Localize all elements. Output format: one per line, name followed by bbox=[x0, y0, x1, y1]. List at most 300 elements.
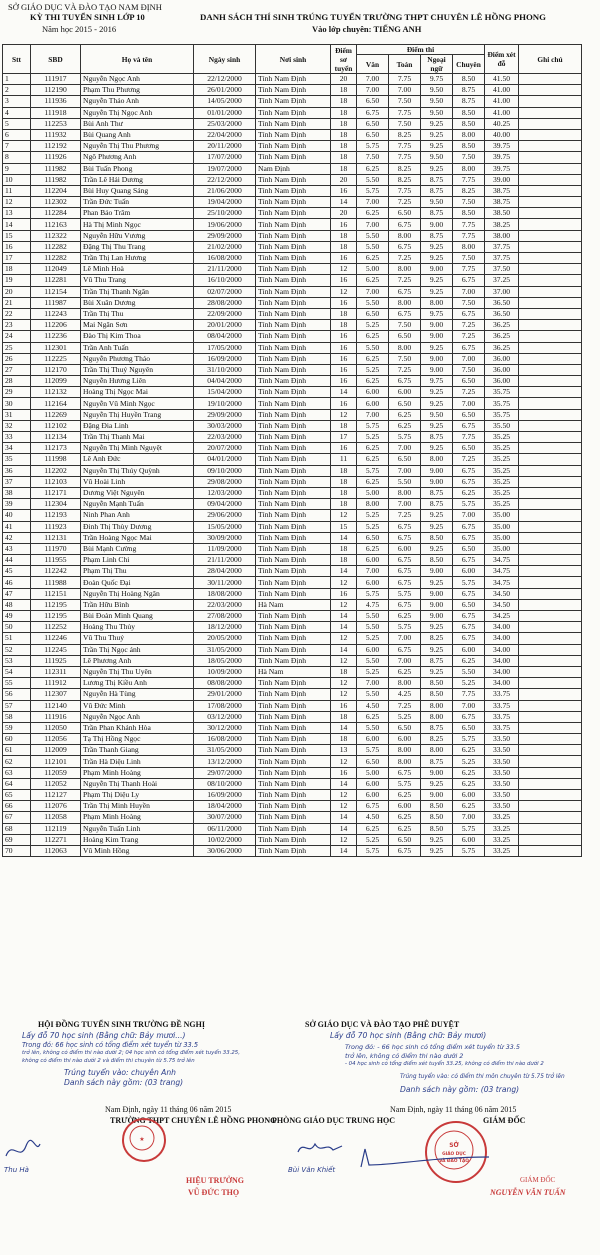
cell-sbd: 112245 bbox=[31, 644, 81, 655]
cell-sbd: 112099 bbox=[31, 376, 81, 387]
cell-xet-do: 35.75 bbox=[485, 398, 519, 409]
right-line-2: Trong đó: - 66 học sinh có tổng điểm xét tuyển từ 33.5 bbox=[345, 1043, 520, 1051]
cell-xet-do: 33.50 bbox=[485, 778, 519, 789]
cell-toan: 7.25 bbox=[389, 275, 421, 286]
cell-sbd: 112202 bbox=[31, 465, 81, 476]
cell-van: 6.00 bbox=[357, 734, 389, 745]
cell-so-tuyen: 14 bbox=[331, 197, 357, 208]
cell-stt: 13 bbox=[3, 208, 31, 219]
cell-dob: 18/12/2000 bbox=[194, 622, 256, 633]
cell-van: 6.00 bbox=[357, 778, 389, 789]
cell-chuyen: 6.50 bbox=[453, 409, 485, 420]
cell-chuyen: 7.00 bbox=[453, 510, 485, 521]
cell-ngoai-ngu: 9.25 bbox=[421, 443, 453, 454]
cell-xet-do: 39.75 bbox=[485, 163, 519, 174]
cell-pob: Tỉnh Nam Định bbox=[256, 476, 331, 487]
cell-chuyen: 7.50 bbox=[453, 297, 485, 308]
cell-toan: 8.00 bbox=[389, 487, 421, 498]
cell-name: Lê Minh Hoà bbox=[81, 264, 194, 275]
cell-dob: 15/05/2000 bbox=[194, 521, 256, 532]
cell-ngoai-ngu: 9.00 bbox=[421, 465, 453, 476]
cell-chuyen: 7.75 bbox=[453, 230, 485, 241]
table-row bbox=[3, 230, 582, 241]
cell-so-tuyen: 16 bbox=[331, 353, 357, 364]
cell-so-tuyen: 18 bbox=[331, 96, 357, 107]
cell-van: 5.75 bbox=[357, 420, 389, 431]
cell-ghi-chu bbox=[519, 364, 582, 375]
cell-dob: 29/07/2000 bbox=[194, 767, 256, 778]
cell-sbd: 111982 bbox=[31, 163, 81, 174]
cell-stt: 20 bbox=[3, 286, 31, 297]
table-row bbox=[3, 611, 582, 622]
cell-chuyen: 6.75 bbox=[453, 476, 485, 487]
cell-ngoai-ngu: 8.75 bbox=[421, 499, 453, 510]
cell-stt: 35 bbox=[3, 454, 31, 465]
cell-sbd: 112271 bbox=[31, 834, 81, 845]
cell-pob: Tỉnh Nam Định bbox=[256, 745, 331, 756]
cell-sbd: 112171 bbox=[31, 487, 81, 498]
table-row bbox=[3, 588, 582, 599]
cell-ngoai-ngu: 8.50 bbox=[421, 678, 453, 689]
cell-sbd: 112102 bbox=[31, 420, 81, 431]
cell-name: Trần Thị Lan Hương bbox=[81, 253, 194, 264]
cell-van: 6.25 bbox=[357, 443, 389, 454]
cell-xet-do: 33.50 bbox=[485, 734, 519, 745]
cell-sbd: 112154 bbox=[31, 286, 81, 297]
table-row bbox=[3, 141, 582, 152]
cell-van: 6.50 bbox=[357, 532, 389, 543]
cell-ghi-chu bbox=[519, 801, 582, 812]
cell-dob: 21/02/2000 bbox=[194, 241, 256, 252]
cell-xet-do: 35.00 bbox=[485, 543, 519, 554]
cell-name: Trần Thị Minh Huyền bbox=[81, 801, 194, 812]
cell-so-tuyen: 16 bbox=[331, 767, 357, 778]
cell-sbd: 112132 bbox=[31, 387, 81, 398]
cell-chuyen: 7.25 bbox=[453, 331, 485, 342]
cell-van: 7.00 bbox=[357, 566, 389, 577]
cell-xet-do: 35.25 bbox=[485, 443, 519, 454]
cell-pob: Tỉnh Nam Định bbox=[256, 532, 331, 543]
table-row bbox=[3, 129, 582, 140]
cell-toan: 6.00 bbox=[389, 543, 421, 554]
cell-dob: 09/10/2000 bbox=[194, 465, 256, 476]
cell-xet-do: 38.75 bbox=[485, 197, 519, 208]
cell-pob: Tỉnh Nam Định bbox=[256, 241, 331, 252]
cell-name: Ngô Phương Anh bbox=[81, 152, 194, 163]
cell-sbd: 112206 bbox=[31, 320, 81, 331]
cell-so-tuyen: 14 bbox=[331, 845, 357, 856]
cell-xet-do: 33.50 bbox=[485, 790, 519, 801]
cell-sbd: 112052 bbox=[31, 778, 81, 789]
cell-stt: 6 bbox=[3, 129, 31, 140]
cell-toan: 8.00 bbox=[389, 264, 421, 275]
cell-pob: Hà Nam bbox=[256, 599, 331, 610]
left-line-6: Danh sách này gồm: (03 trang) bbox=[64, 1078, 184, 1087]
middle-signer: Bùi Văn Khiết bbox=[288, 1166, 336, 1174]
table-row bbox=[3, 599, 582, 610]
cell-van: 6.50 bbox=[357, 129, 389, 140]
cell-toan: 6.75 bbox=[389, 577, 421, 588]
cell-name: Nguyễn Hữu Vương bbox=[81, 230, 194, 241]
cell-pob: Tỉnh Nam Định bbox=[256, 320, 331, 331]
cell-stt: 59 bbox=[3, 722, 31, 733]
cell-chuyen: 5.75 bbox=[453, 734, 485, 745]
cell-van: 6.00 bbox=[357, 644, 389, 655]
cell-chuyen: 7.25 bbox=[453, 454, 485, 465]
cell-ghi-chu bbox=[519, 74, 582, 85]
cell-toan: 7.00 bbox=[389, 85, 421, 96]
cell-stt: 21 bbox=[3, 297, 31, 308]
cell-toan: 6.50 bbox=[389, 834, 421, 845]
cell-ngoai-ngu: 8.75 bbox=[421, 230, 453, 241]
col-so-tuyen: Điểm sơ tuyển bbox=[331, 45, 357, 74]
cell-ghi-chu bbox=[519, 543, 582, 554]
cell-ghi-chu bbox=[519, 599, 582, 610]
cell-ghi-chu bbox=[519, 443, 582, 454]
cell-xet-do: 35.50 bbox=[485, 420, 519, 431]
cell-toan: 6.25 bbox=[389, 666, 421, 677]
cell-ngoai-ngu: 9.50 bbox=[421, 85, 453, 96]
cell-toan: 7.25 bbox=[389, 253, 421, 264]
cell-pob: Tỉnh Nam Định bbox=[256, 812, 331, 823]
cell-stt: 5 bbox=[3, 118, 31, 129]
cell-sbd: 111923 bbox=[31, 521, 81, 532]
cell-ghi-chu bbox=[519, 700, 582, 711]
table-row bbox=[3, 409, 582, 420]
cell-pob: Tỉnh Nam Định bbox=[256, 577, 331, 588]
cell-ghi-chu bbox=[519, 756, 582, 767]
cell-toan: 6.50 bbox=[389, 454, 421, 465]
cell-xet-do: 34.75 bbox=[485, 577, 519, 588]
table-row bbox=[3, 364, 582, 375]
cell-pob: Tỉnh Nam Định bbox=[256, 129, 331, 140]
cell-chuyen: 6.00 bbox=[453, 644, 485, 655]
cell-chuyen: 8.50 bbox=[453, 141, 485, 152]
cell-toan: 6.25 bbox=[389, 812, 421, 823]
cell-dob: 29/09/2000 bbox=[194, 409, 256, 420]
cell-so-tuyen: 12 bbox=[331, 689, 357, 700]
cell-dob: 21/11/2000 bbox=[194, 555, 256, 566]
cell-chuyen: 7.00 bbox=[453, 353, 485, 364]
cell-pob: Tỉnh Nam Định bbox=[256, 588, 331, 599]
cell-dob: 22/09/2000 bbox=[194, 308, 256, 319]
cell-sbd: 112322 bbox=[31, 230, 81, 241]
cell-pob: Tỉnh Nam Định bbox=[256, 823, 331, 834]
table-row bbox=[3, 152, 582, 163]
cell-stt: 24 bbox=[3, 331, 31, 342]
footer bbox=[0, 1018, 600, 1255]
cell-dob: 15/04/2000 bbox=[194, 387, 256, 398]
cell-ngoai-ngu: 9.25 bbox=[421, 286, 453, 297]
cell-name: Nguyễn Thị Huyền Trang bbox=[81, 409, 194, 420]
cell-ghi-chu bbox=[519, 678, 582, 689]
cell-chuyen: 7.00 bbox=[453, 700, 485, 711]
cell-ngoai-ngu: 9.25 bbox=[421, 577, 453, 588]
cell-dob: 31/05/2000 bbox=[194, 745, 256, 756]
cell-ghi-chu bbox=[519, 622, 582, 633]
cell-ngoai-ngu: 8.25 bbox=[421, 734, 453, 745]
cell-so-tuyen: 14 bbox=[331, 812, 357, 823]
cell-sbd: 111955 bbox=[31, 555, 81, 566]
cell-sbd: 112170 bbox=[31, 364, 81, 375]
cell-dob: 16/09/2000 bbox=[194, 790, 256, 801]
cell-ngoai-ngu: 9.50 bbox=[421, 152, 453, 163]
cell-ghi-chu bbox=[519, 666, 582, 677]
cell-name: Nguyễn Thị Hoàng Ngân bbox=[81, 588, 194, 599]
cell-name: Lê Phương Anh bbox=[81, 655, 194, 666]
cell-ghi-chu bbox=[519, 577, 582, 588]
cell-dob: 19/04/2000 bbox=[194, 197, 256, 208]
cell-sbd: 111925 bbox=[31, 655, 81, 666]
cell-xet-do: 41.00 bbox=[485, 96, 519, 107]
cell-ngoai-ngu: 9.25 bbox=[421, 398, 453, 409]
cell-name: Nguyễn Mạnh Tuấn bbox=[81, 499, 194, 510]
cell-dob: 20/01/2000 bbox=[194, 320, 256, 331]
cell-van: 6.25 bbox=[357, 208, 389, 219]
cell-chuyen: 8.25 bbox=[453, 185, 485, 196]
cell-ngoai-ngu: 8.50 bbox=[421, 823, 453, 834]
cell-stt: 42 bbox=[3, 532, 31, 543]
cell-stt: 26 bbox=[3, 353, 31, 364]
right-line-6: Danh sách này gồm: (03 trang) bbox=[400, 1085, 520, 1094]
cell-ngoai-ngu: 8.75 bbox=[421, 432, 453, 443]
cell-ngoai-ngu: 9.25 bbox=[421, 666, 453, 677]
cell-van: 5.50 bbox=[357, 622, 389, 633]
cell-dob: 17/05/2000 bbox=[194, 342, 256, 353]
cell-so-tuyen: 20 bbox=[331, 208, 357, 219]
cell-ngoai-ngu: 9.50 bbox=[421, 409, 453, 420]
cell-xet-do: 36.50 bbox=[485, 308, 519, 319]
cell-dob: 28/08/2000 bbox=[194, 297, 256, 308]
col-chuyen: Chuyên bbox=[453, 55, 485, 74]
cell-toan: 7.00 bbox=[389, 633, 421, 644]
cell-pob: Tỉnh Nam Định bbox=[256, 107, 331, 118]
cell-name: Nguyễn Thị Minh Nguyệt bbox=[81, 443, 194, 454]
table-row bbox=[3, 85, 582, 96]
cell-stt: 17 bbox=[3, 253, 31, 264]
cell-pob: Tỉnh Nam Định bbox=[256, 487, 331, 498]
cell-ngoai-ngu: 8.50 bbox=[421, 812, 453, 823]
cell-so-tuyen: 14 bbox=[331, 644, 357, 655]
cell-name: Trần Thị Thuý Nguyên bbox=[81, 364, 194, 375]
table-row bbox=[3, 812, 582, 823]
cell-so-tuyen: 20 bbox=[331, 174, 357, 185]
left-title: HỘI ĐỒNG TUYỂN SINH TRƯỜNG ĐỀ NGHỊ bbox=[38, 1020, 205, 1029]
table-row bbox=[3, 678, 582, 689]
cell-pob: Tỉnh Nam Định bbox=[256, 801, 331, 812]
cell-xet-do: 33.25 bbox=[485, 812, 519, 823]
cell-stt: 49 bbox=[3, 611, 31, 622]
cell-dob: 30/06/2000 bbox=[194, 845, 256, 856]
cell-chuyen: 6.75 bbox=[453, 420, 485, 431]
cell-xet-do: 36.00 bbox=[485, 364, 519, 375]
cell-van: 5.75 bbox=[357, 588, 389, 599]
cell-ghi-chu bbox=[519, 566, 582, 577]
cell-name: Nguyễn Tuấn Linh bbox=[81, 823, 194, 834]
cell-toan: 7.00 bbox=[389, 499, 421, 510]
cell-pob: Tỉnh Nam Định bbox=[256, 633, 331, 644]
cell-dob: 08/10/2000 bbox=[194, 778, 256, 789]
cell-sbd: 112225 bbox=[31, 353, 81, 364]
cell-xet-do: 39.75 bbox=[485, 141, 519, 152]
cell-chuyen: 7.25 bbox=[453, 387, 485, 398]
cell-stt: 45 bbox=[3, 566, 31, 577]
table-row bbox=[3, 622, 582, 633]
cell-toan: 4.25 bbox=[389, 689, 421, 700]
cell-dob: 25/03/2000 bbox=[194, 118, 256, 129]
cell-stt: 65 bbox=[3, 790, 31, 801]
cell-so-tuyen: 18 bbox=[331, 163, 357, 174]
cell-dob: 09/04/2000 bbox=[194, 499, 256, 510]
cell-xet-do: 35.75 bbox=[485, 387, 519, 398]
cell-chuyen: 6.25 bbox=[453, 745, 485, 756]
cell-chuyen: 8.50 bbox=[453, 118, 485, 129]
cell-sbd: 112282 bbox=[31, 241, 81, 252]
cell-ngoai-ngu: 8.00 bbox=[421, 297, 453, 308]
cell-chuyen: 6.50 bbox=[453, 599, 485, 610]
cell-sbd: 111917 bbox=[31, 74, 81, 85]
cell-pob: Tỉnh Nam Định bbox=[256, 387, 331, 398]
cell-stt: 44 bbox=[3, 555, 31, 566]
cell-stt: 53 bbox=[3, 655, 31, 666]
cell-so-tuyen: 20 bbox=[331, 74, 357, 85]
cell-ngoai-ngu: 9.25 bbox=[421, 342, 453, 353]
table-row bbox=[3, 700, 582, 711]
cell-pob: Tỉnh Nam Định bbox=[256, 655, 331, 666]
cell-toan: 7.50 bbox=[389, 353, 421, 364]
right-title: SỞ GIÁO DỤC VÀ ĐÀO TẠO PHÊ DUYỆT bbox=[305, 1020, 460, 1029]
cell-ghi-chu bbox=[519, 163, 582, 174]
cell-stt: 22 bbox=[3, 308, 31, 319]
cell-stt: 48 bbox=[3, 599, 31, 610]
cell-ghi-chu bbox=[519, 454, 582, 465]
cell-van: 7.00 bbox=[357, 74, 389, 85]
cell-van: 5.25 bbox=[357, 633, 389, 644]
cell-toan: 7.25 bbox=[389, 700, 421, 711]
cell-xet-do: 33.50 bbox=[485, 767, 519, 778]
col-toan: Toán bbox=[389, 55, 421, 74]
cell-xet-do: 33.25 bbox=[485, 834, 519, 845]
cell-ghi-chu bbox=[519, 689, 582, 700]
cell-so-tuyen: 16 bbox=[331, 398, 357, 409]
cell-chuyen: 7.00 bbox=[453, 286, 485, 297]
cell-sbd: 112192 bbox=[31, 141, 81, 152]
cell-sbd: 111936 bbox=[31, 96, 81, 107]
cell-so-tuyen: 14 bbox=[331, 566, 357, 577]
cell-pob: Tỉnh Nam Định bbox=[256, 443, 331, 454]
cell-pob: Tỉnh Nam Định bbox=[256, 353, 331, 364]
cell-sbd: 112246 bbox=[31, 633, 81, 644]
cell-so-tuyen: 18 bbox=[331, 487, 357, 498]
cell-ngoai-ngu: 9.00 bbox=[421, 476, 453, 487]
cell-chuyen: 7.25 bbox=[453, 320, 485, 331]
cell-dob: 02/07/2000 bbox=[194, 286, 256, 297]
cell-pob: Tỉnh Nam Định bbox=[256, 454, 331, 465]
table-row bbox=[3, 297, 582, 308]
cell-van: 6.25 bbox=[357, 543, 389, 554]
cell-sbd: 112101 bbox=[31, 756, 81, 767]
cell-ghi-chu bbox=[519, 734, 582, 745]
cell-pob: Tỉnh Nam Định bbox=[256, 85, 331, 96]
cell-ghi-chu bbox=[519, 376, 582, 387]
cell-pob: Tỉnh Nam Định bbox=[256, 264, 331, 275]
cell-sbd: 111987 bbox=[31, 297, 81, 308]
cell-toan: 6.25 bbox=[389, 823, 421, 834]
cell-name: Vũ Thu Trang bbox=[81, 275, 194, 286]
cell-chuyen: 5.75 bbox=[453, 499, 485, 510]
cell-ghi-chu bbox=[519, 476, 582, 487]
cell-ghi-chu bbox=[519, 432, 582, 443]
cell-pob: Tỉnh Nam Định bbox=[256, 499, 331, 510]
principal-role: HIỆU TRƯỞNG bbox=[186, 1176, 245, 1185]
cell-ghi-chu bbox=[519, 555, 582, 566]
cell-xet-do: 33.50 bbox=[485, 745, 519, 756]
table-row bbox=[3, 845, 582, 856]
cell-ghi-chu bbox=[519, 812, 582, 823]
cell-xet-do: 34.25 bbox=[485, 611, 519, 622]
cell-sbd: 112281 bbox=[31, 275, 81, 286]
middle-signature bbox=[295, 1136, 345, 1162]
cell-van: 7.00 bbox=[357, 286, 389, 297]
cell-name: Trần Thị Ngọc ánh bbox=[81, 644, 194, 655]
cell-xet-do: 36.00 bbox=[485, 376, 519, 387]
cell-stt: 41 bbox=[3, 521, 31, 532]
table-row bbox=[3, 532, 582, 543]
cell-van: 5.50 bbox=[357, 689, 389, 700]
cell-toan: 6.25 bbox=[389, 420, 421, 431]
cell-so-tuyen: 16 bbox=[331, 253, 357, 264]
cell-so-tuyen: 16 bbox=[331, 331, 357, 342]
cell-pob: Tỉnh Nam Định bbox=[256, 465, 331, 476]
cell-toan: 6.75 bbox=[389, 555, 421, 566]
cell-so-tuyen: 18 bbox=[331, 230, 357, 241]
cell-chuyen: 6.00 bbox=[453, 790, 485, 801]
cell-van: 5.50 bbox=[357, 342, 389, 353]
cell-van: 6.25 bbox=[357, 275, 389, 286]
cell-dob: 28/04/2000 bbox=[194, 566, 256, 577]
right-line-5: Trúng tuyển vào: có điểm thi môn chuyên từ 5.75 trở lên bbox=[400, 1074, 565, 1080]
cell-toan: 7.50 bbox=[389, 96, 421, 107]
cell-pob: Tỉnh Nam Định bbox=[256, 275, 331, 286]
cell-chuyen: 7.50 bbox=[453, 253, 485, 264]
cell-name: Phạm Thị Thu bbox=[81, 566, 194, 577]
cell-name: Nguyễn Thảo Anh bbox=[81, 96, 194, 107]
cell-van: 6.25 bbox=[357, 253, 389, 264]
cell-name: Nguyễn Hà Tùng bbox=[81, 689, 194, 700]
cell-chuyen: 6.25 bbox=[453, 767, 485, 778]
cell-xet-do: 41.00 bbox=[485, 107, 519, 118]
cell-name: Nguyễn Vũ Minh Ngọc bbox=[81, 398, 194, 409]
cell-xet-do: 33.25 bbox=[485, 823, 519, 834]
cell-so-tuyen: 18 bbox=[331, 118, 357, 129]
cell-sbd: 112058 bbox=[31, 812, 81, 823]
cell-dob: 18/08/2000 bbox=[194, 588, 256, 599]
cell-stt: 29 bbox=[3, 387, 31, 398]
cell-van: 5.00 bbox=[357, 264, 389, 275]
cell-so-tuyen: 18 bbox=[331, 420, 357, 431]
cell-name: Hoàng Thị Ngọc Mai bbox=[81, 387, 194, 398]
cell-van: 5.00 bbox=[357, 487, 389, 498]
cell-name: Bùi Xuân Dương bbox=[81, 297, 194, 308]
dept-name: SỞ GIÁO DỤC VÀ ĐÀO TẠO NAM ĐỊNH bbox=[8, 2, 162, 12]
cell-sbd: 112301 bbox=[31, 342, 81, 353]
table-row bbox=[3, 107, 582, 118]
cell-chuyen: 6.75 bbox=[453, 308, 485, 319]
cell-xet-do: 38.25 bbox=[485, 219, 519, 230]
cell-name: Phạm Minh Hoàng bbox=[81, 812, 194, 823]
cell-so-tuyen: 16 bbox=[331, 297, 357, 308]
cell-pob: Tỉnh Nam Định bbox=[256, 555, 331, 566]
